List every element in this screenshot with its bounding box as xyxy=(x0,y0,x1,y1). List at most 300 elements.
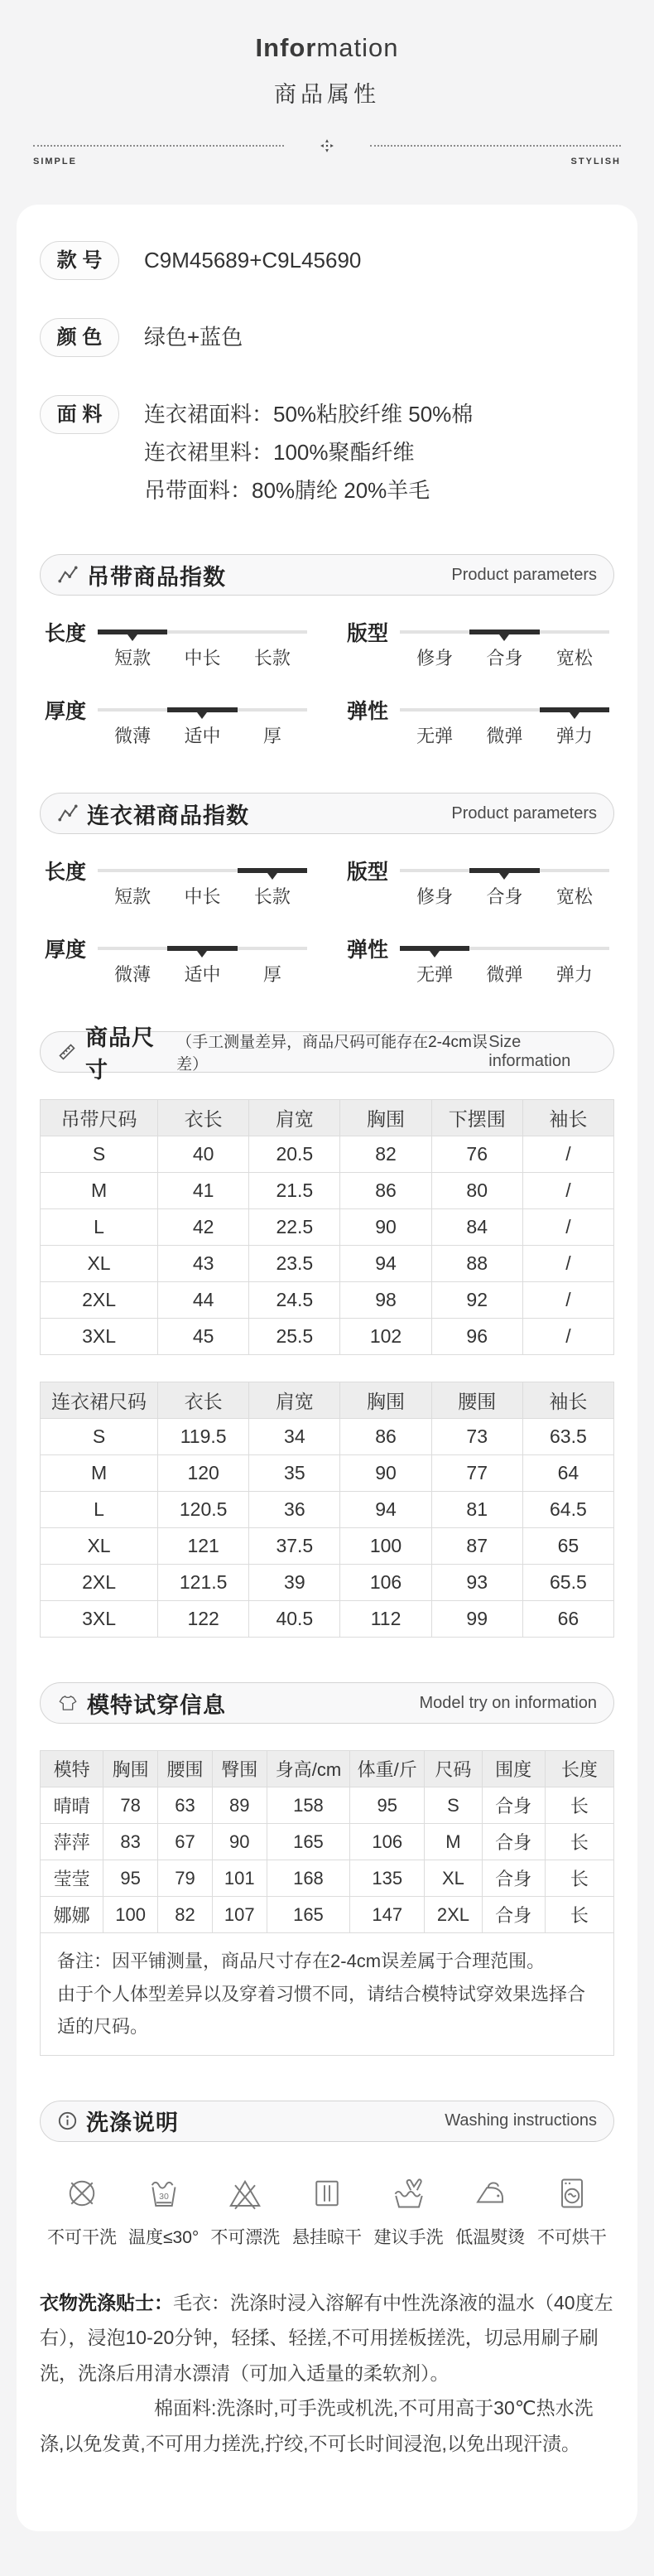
table-cell: 82 xyxy=(340,1136,431,1173)
param-row-版型 xyxy=(347,622,609,670)
table-header-cell: 模特 xyxy=(41,1751,103,1787)
temp-30-icon xyxy=(144,2173,184,2213)
table-header-cell: 围度 xyxy=(482,1751,545,1787)
table-cell: 165 xyxy=(267,1824,349,1860)
slider-track xyxy=(98,947,307,950)
param-row-长度 xyxy=(45,861,307,909)
table-cell: XL xyxy=(41,1528,158,1565)
param-label: 弹性 xyxy=(347,938,389,962)
washing-label: 不可烘干 xyxy=(536,2227,607,2247)
washing-item xyxy=(127,2173,201,2249)
attr-row-style-number xyxy=(40,241,614,280)
tshirt-icon xyxy=(57,1694,79,1712)
section-title: 吊带商品指数 xyxy=(87,564,226,590)
table-row xyxy=(41,1528,614,1565)
table-cell: 64 xyxy=(522,1455,613,1492)
table-cell: 135 xyxy=(350,1860,425,1897)
washing-label: 悬挂晾干 xyxy=(291,2227,362,2247)
table-cell: 93 xyxy=(431,1565,522,1601)
washing-item xyxy=(208,2173,282,2249)
washing-label: 温度≤30° xyxy=(128,2227,200,2247)
table-cell: 长 xyxy=(545,1897,613,1933)
table-header-cell: 腰围 xyxy=(158,1751,213,1787)
table-cell: / xyxy=(522,1173,613,1209)
table-cell: 77 xyxy=(431,1455,522,1492)
table-cell: 122 xyxy=(158,1601,249,1638)
table-cell: 40 xyxy=(158,1136,249,1173)
param-slider xyxy=(400,700,609,748)
slider-caret-icon xyxy=(267,873,277,880)
table-cell: 96 xyxy=(431,1319,522,1355)
table-header-row xyxy=(41,1751,614,1787)
param-row-弹性 xyxy=(347,938,609,987)
table-header-cell: 肩宽 xyxy=(249,1100,340,1136)
no-dry-clean-icon xyxy=(62,2173,102,2213)
table-cell: 萍萍 xyxy=(41,1824,103,1860)
table-header-cell: 袖长 xyxy=(522,1100,613,1136)
data-table xyxy=(40,1750,614,2056)
line-chart-icon xyxy=(57,803,79,824)
table-cell: 36 xyxy=(249,1492,340,1528)
slider-option: 微薄 xyxy=(114,964,151,985)
table-cell: 83 xyxy=(103,1824,158,1860)
hand-wash-icon xyxy=(389,2173,429,2213)
slider-caret-icon xyxy=(127,634,137,641)
slider-option: 厚 xyxy=(262,964,281,985)
slider-options xyxy=(400,722,609,748)
table-cell: 63.5 xyxy=(522,1419,613,1455)
size-measure-note: （手工测量差异，商品尺码可能存在2-4cm误差） xyxy=(176,1034,488,1073)
attr-value-line: 绿色+蓝色 xyxy=(144,325,243,350)
table-header-cell: 胸围 xyxy=(103,1751,158,1787)
table-cell: 21.5 xyxy=(249,1173,340,1209)
table-cell: 35 xyxy=(249,1455,340,1492)
table-row xyxy=(41,1897,614,1933)
table-cell: 3XL xyxy=(41,1319,158,1355)
table-row xyxy=(41,1246,614,1282)
param-label: 长度 xyxy=(45,622,87,645)
table-header-cell: 衣长 xyxy=(158,1100,249,1136)
attr-value-line: 连衣裙面料：50%粘胶纤维 50%棉 xyxy=(144,402,474,427)
attr-label-pill: 面 料 xyxy=(40,395,119,434)
attr-label-pill: 颜 色 xyxy=(40,318,119,357)
table-cell: 合身 xyxy=(482,1824,545,1860)
slider-option-active: 合身 xyxy=(486,648,523,668)
table-cell: 64.5 xyxy=(522,1492,613,1528)
slider-options xyxy=(98,883,307,909)
slider-track xyxy=(98,708,307,712)
table-cell: / xyxy=(522,1319,613,1355)
attr-value xyxy=(144,318,243,356)
section-subtitle-en: Washing instructions xyxy=(445,2111,597,2130)
slider-option: 中长 xyxy=(184,648,221,668)
param-row-版型 xyxy=(347,861,609,909)
slider-track xyxy=(400,708,609,712)
table-header-cell: 胸围 xyxy=(340,1100,431,1136)
table-cell: 42 xyxy=(158,1209,249,1246)
table-cell: L xyxy=(41,1209,158,1246)
table-cell: 88 xyxy=(431,1246,522,1282)
table-header-cell: 身高/cm xyxy=(267,1751,349,1787)
table-cell: M xyxy=(41,1173,158,1209)
table-cell: 34 xyxy=(249,1419,340,1455)
section-header-model xyxy=(40,1682,614,1724)
slider-option: 弹力 xyxy=(555,964,593,985)
table-cell: / xyxy=(522,1282,613,1319)
table-header-cell: 长度 xyxy=(545,1751,613,1787)
attr-value-line: 吊带面料：80%腈纶 20%羊毛 xyxy=(144,478,430,503)
table-cell: 长 xyxy=(545,1860,613,1897)
slider-option-active: 短款 xyxy=(114,648,151,668)
table-header-cell: 肩宽 xyxy=(249,1382,340,1419)
table-cell: 40.5 xyxy=(249,1601,340,1638)
washing-label: 不可干洗 xyxy=(47,2227,117,2247)
table-header-cell: 腰围 xyxy=(431,1382,522,1419)
attr-row-color xyxy=(40,318,614,357)
info-card xyxy=(17,205,637,2531)
table-row xyxy=(41,1824,614,1860)
table-cell: 合身 xyxy=(482,1860,545,1897)
table-cell: S xyxy=(41,1419,158,1455)
slider-option: 无弹 xyxy=(416,726,454,746)
table-cell: 66 xyxy=(522,1601,613,1638)
washing-tips-paragraph-2: 棉面料:洗涤时,可手洗或机洗,不可用高于30℃热水洗涤,以免发黄,不可用力搓洗,拧绞,不可长时间浸泡,以免出现汗渍。 xyxy=(40,2397,594,2454)
table-header-cell: 连衣裙尺码 xyxy=(41,1382,158,1419)
attr-value xyxy=(144,241,361,279)
table-cell: 37.5 xyxy=(249,1528,340,1565)
slider-caret-icon xyxy=(197,712,207,719)
model-table-wrap xyxy=(40,1750,614,2056)
slider-options xyxy=(400,961,609,987)
param-label: 弹性 xyxy=(347,700,389,723)
table-cell: 99 xyxy=(431,1601,522,1638)
slider-track xyxy=(98,869,307,872)
slider-options xyxy=(98,961,307,987)
section-title: 商品尺寸 xyxy=(85,1025,155,1083)
tag-stylish: STYLISH xyxy=(570,157,621,166)
table-header-row xyxy=(41,1382,614,1419)
param-row-长度 xyxy=(45,622,307,670)
param-grid-sling xyxy=(45,622,609,748)
param-row-厚度 xyxy=(45,700,307,748)
table-cell: 76 xyxy=(431,1136,522,1173)
table-note-row xyxy=(41,1933,614,2056)
table-cell: 20.5 xyxy=(249,1136,340,1173)
table-header-cell: 胸围 xyxy=(340,1382,431,1419)
section-title: 模特试穿信息 xyxy=(87,1692,226,1718)
table-cell: 106 xyxy=(350,1824,425,1860)
slider-active-segment xyxy=(98,630,167,634)
attr-value-line: 连衣裙里料：100%聚酯纤维 xyxy=(144,440,415,465)
table-cell: 95 xyxy=(350,1787,425,1824)
table-cell: 158 xyxy=(267,1787,349,1824)
table-cell: 87 xyxy=(431,1528,522,1565)
slider-option: 修身 xyxy=(416,648,454,668)
slider-active-segment xyxy=(540,707,609,712)
table-cell: 165 xyxy=(267,1897,349,1933)
section-header-sling-parameters xyxy=(40,554,614,596)
table-cell: 67 xyxy=(158,1824,213,1860)
data-table xyxy=(40,1382,614,1638)
table-cell: 81 xyxy=(431,1492,522,1528)
table-header-cell: 尺码 xyxy=(425,1751,482,1787)
washing-label: 建议手洗 xyxy=(373,2227,444,2247)
table-header-cell: 吊带尺码 xyxy=(41,1100,158,1136)
cross-arrows-icon xyxy=(320,138,334,157)
table-cell: L xyxy=(41,1492,158,1528)
slider-option-active: 无弹 xyxy=(416,964,454,985)
line-chart-icon xyxy=(57,564,79,586)
param-slider xyxy=(98,861,307,909)
table-cell: 82 xyxy=(158,1897,213,1933)
washing-item xyxy=(45,2173,119,2249)
table-cell: 94 xyxy=(340,1246,431,1282)
table-cell: 晴晴 xyxy=(41,1787,103,1824)
svg-text:30: 30 xyxy=(158,2191,169,2202)
param-slider xyxy=(98,622,307,670)
table-cell: 合身 xyxy=(482,1787,545,1824)
table-cell: 121.5 xyxy=(158,1565,249,1601)
table-cell: 168 xyxy=(267,1860,349,1897)
attr-label-pill: 款 号 xyxy=(40,241,119,280)
slider-option: 短款 xyxy=(114,886,151,907)
table-cell: / xyxy=(522,1136,613,1173)
table-cell: 120 xyxy=(158,1455,249,1492)
no-tumble-dry-icon xyxy=(552,2173,592,2213)
section-subtitle-en: Product parameters xyxy=(451,803,597,822)
page-header xyxy=(0,33,654,166)
table-cell: 45 xyxy=(158,1319,249,1355)
slider-options xyxy=(98,722,307,748)
table-header-cell: 衣长 xyxy=(158,1382,249,1419)
table-cell: 合身 xyxy=(482,1897,545,1933)
param-slider xyxy=(400,938,609,987)
info-icon xyxy=(57,2110,78,2131)
table-cell: 90 xyxy=(340,1209,431,1246)
washing-tips-text-1: 毛衣：洗涤时浸入溶解有中性洗涤液的温水（40度左右），浸泡10-20分钟，轻揉、轻搓,不可用搓板搓洗，切忌用刷子刷洗，洗涤后用清水漂清（可加入适量的柔软剂）。 xyxy=(40,2291,613,2384)
slider-option: 长款 xyxy=(253,648,291,668)
page-title-bold: Infor xyxy=(255,33,317,62)
table-cell: 44 xyxy=(158,1282,249,1319)
slider-option: 微弹 xyxy=(486,964,523,985)
page-subtitle: 商品属性 xyxy=(274,82,380,107)
section-title: 连衣裙商品指数 xyxy=(87,803,249,828)
slider-caret-icon xyxy=(570,712,579,719)
low-iron-icon xyxy=(470,2173,510,2213)
slider-option: 宽松 xyxy=(555,648,593,668)
table-cell: 22.5 xyxy=(249,1209,340,1246)
param-slider xyxy=(98,700,307,748)
param-label: 厚度 xyxy=(45,938,87,962)
slider-caret-icon xyxy=(430,951,440,958)
table-cell: 2XL xyxy=(41,1282,158,1319)
table-cell: 莹莹 xyxy=(41,1860,103,1897)
washing-icons-row xyxy=(45,2173,609,2249)
section-header-size xyxy=(40,1025,614,1083)
table-row xyxy=(41,1492,614,1528)
table-cell: XL xyxy=(41,1246,158,1282)
table-cell: 98 xyxy=(340,1282,431,1319)
table-cell: 24.5 xyxy=(249,1282,340,1319)
table-cell: 94 xyxy=(340,1492,431,1528)
table-header-cell: 下摆围 xyxy=(431,1100,522,1136)
table-cell: 65.5 xyxy=(522,1565,613,1601)
washing-tips-paragraph-1 xyxy=(40,2285,614,2391)
table-cell: M xyxy=(41,1455,158,1492)
slider-track xyxy=(98,630,307,634)
table-cell: 80 xyxy=(431,1173,522,1209)
section-title: 洗涤说明 xyxy=(86,2110,179,2136)
table-cell: S xyxy=(41,1136,158,1173)
hang-dry-icon xyxy=(307,2173,347,2213)
washing-label: 不可漂洗 xyxy=(210,2227,281,2247)
table-row xyxy=(41,1419,614,1455)
table-cell: 43 xyxy=(158,1246,249,1282)
dotted-line-left xyxy=(33,145,284,147)
param-slider xyxy=(400,861,609,909)
table-cell: 100 xyxy=(103,1897,158,1933)
table-cell: 92 xyxy=(431,1282,522,1319)
slider-option-active: 合身 xyxy=(486,886,523,907)
table-cell: 84 xyxy=(431,1209,522,1246)
slider-options xyxy=(400,644,609,670)
slider-active-segment xyxy=(167,707,237,712)
table-cell: M xyxy=(425,1824,482,1860)
table-cell: 娜娜 xyxy=(41,1897,103,1933)
slider-option: 厚 xyxy=(262,726,281,746)
table-cell: S xyxy=(425,1787,482,1824)
section-header-washing xyxy=(40,2101,614,2142)
table-cell: 89 xyxy=(212,1787,267,1824)
param-label: 长度 xyxy=(45,861,87,884)
slider-options xyxy=(400,883,609,909)
table-row xyxy=(41,1282,614,1319)
dotted-line-right xyxy=(370,145,621,147)
table-cell: 112 xyxy=(340,1601,431,1638)
param-slider xyxy=(400,622,609,670)
tag-simple: SIMPLE xyxy=(33,157,77,166)
table-row xyxy=(41,1565,614,1601)
slider-track xyxy=(400,947,609,950)
section-subtitle-en: Product parameters xyxy=(451,565,597,584)
table-cell: 86 xyxy=(340,1419,431,1455)
slider-active-segment xyxy=(167,946,237,951)
washing-item xyxy=(372,2173,446,2249)
table-header-cell: 臀围 xyxy=(212,1751,267,1787)
param-row-厚度 xyxy=(45,938,307,987)
table-cell: 90 xyxy=(340,1455,431,1492)
dress-size-table-wrap xyxy=(40,1382,614,1638)
attr-value-line: C9M45689+C9L45690 xyxy=(144,248,362,273)
table-cell: 2XL xyxy=(41,1565,158,1601)
slider-caret-icon xyxy=(499,873,509,880)
table-header-row xyxy=(41,1100,614,1136)
table-cell: 2XL xyxy=(425,1897,482,1933)
table-cell: 长 xyxy=(545,1787,613,1824)
washing-item xyxy=(453,2173,527,2249)
table-cell: 86 xyxy=(340,1173,431,1209)
table-cell: 120.5 xyxy=(158,1492,249,1528)
slider-option: 中长 xyxy=(184,886,221,907)
table-cell: 107 xyxy=(212,1897,267,1933)
table-cell: 100 xyxy=(340,1528,431,1565)
table-cell: / xyxy=(522,1209,613,1246)
table-cell: 63 xyxy=(158,1787,213,1824)
table-cell: 119.5 xyxy=(158,1419,249,1455)
section-subtitle-en: Size information xyxy=(488,1033,571,1070)
attr-row-fabric xyxy=(40,395,614,509)
slider-caret-icon xyxy=(197,951,207,958)
note-line: 由于个人体型差异以及穿着习惯不同，请结合模特试穿效果选择合适的尺码。 xyxy=(57,1983,586,2038)
section-subtitle-en: Model try on information xyxy=(419,1693,597,1712)
washing-tips-label: 衣物洗涤贴士： xyxy=(40,2291,173,2313)
table-cell: 79 xyxy=(158,1860,213,1897)
attr-value xyxy=(144,395,473,509)
slider-active-segment xyxy=(400,946,469,951)
table-cell: 39 xyxy=(249,1565,340,1601)
param-label: 版型 xyxy=(347,861,389,884)
table-cell: 3XL xyxy=(41,1601,158,1638)
page-title xyxy=(0,33,654,63)
slider-option: 微薄 xyxy=(114,726,151,746)
table-cell: 101 xyxy=(212,1860,267,1897)
table-header-cell: 体重/斤 xyxy=(350,1751,425,1787)
section-header-dress-parameters xyxy=(40,793,614,834)
slider-option-active: 适中 xyxy=(184,964,221,985)
page-title-rest: mation xyxy=(316,33,399,62)
washing-label: 低温熨烫 xyxy=(455,2227,526,2247)
param-label: 厚度 xyxy=(45,700,87,723)
washing-item xyxy=(290,2173,364,2249)
table-header-cell: 袖长 xyxy=(522,1382,613,1419)
table-cell: 25.5 xyxy=(249,1319,340,1355)
slider-option: 修身 xyxy=(416,886,454,907)
param-slider xyxy=(98,938,307,987)
table-cell: 41 xyxy=(158,1173,249,1209)
param-label: 版型 xyxy=(347,622,389,645)
slider-option-active: 弹力 xyxy=(555,726,593,746)
param-grid-dress xyxy=(45,861,609,987)
table-cell: 121 xyxy=(158,1528,249,1565)
note-line: 备注：因平铺测量，商品尺寸存在2-4cm误差属于合理范围。 xyxy=(57,1951,546,1971)
table-cell: 78 xyxy=(103,1787,158,1824)
table-row xyxy=(41,1455,614,1492)
slider-active-segment xyxy=(469,868,539,873)
table-cell: 73 xyxy=(431,1419,522,1455)
sling-size-table-wrap xyxy=(40,1099,614,1355)
slider-caret-icon xyxy=(499,634,509,641)
no-bleach-icon xyxy=(225,2173,265,2213)
table-cell: / xyxy=(522,1246,613,1282)
slider-track xyxy=(400,630,609,634)
table-cell: XL xyxy=(425,1860,482,1897)
ruler-icon xyxy=(57,1042,77,1062)
table-cell: 65 xyxy=(522,1528,613,1565)
data-table xyxy=(40,1099,614,1355)
slider-option: 微弹 xyxy=(486,726,523,746)
slider-options xyxy=(98,644,307,670)
table-cell: 106 xyxy=(340,1565,431,1601)
washing-item xyxy=(535,2173,609,2249)
table-row xyxy=(41,1860,614,1897)
slider-active-segment xyxy=(238,868,307,873)
table-cell: 147 xyxy=(350,1897,425,1933)
table-row xyxy=(41,1787,614,1824)
table-cell: 102 xyxy=(340,1319,431,1355)
table-row xyxy=(41,1136,614,1173)
param-row-弹性 xyxy=(347,700,609,748)
header-divider xyxy=(33,138,621,153)
